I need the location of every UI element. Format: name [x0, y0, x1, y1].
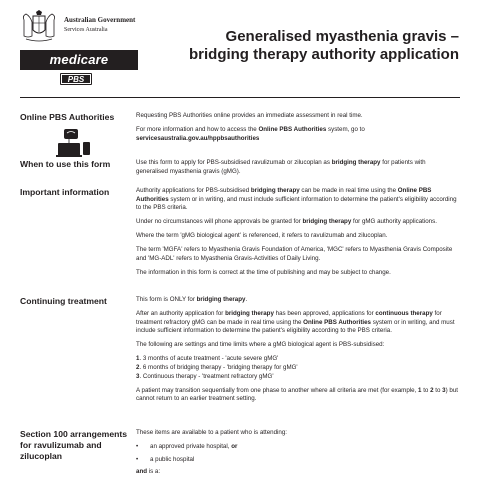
bullet: •	[136, 455, 139, 463]
paragraph: The information in this form is correct at the time of publishing and may be subject to change.	[136, 269, 391, 277]
list-item: 2. 6 months of bridging therapy - 'bridging therapy for gMG'	[136, 364, 298, 372]
paragraph: Authority applications for PBS-subsidised bridging therapy can be made in real time using the Online PBS Authorities system or in writing, and must include sufficient information to determine the patient's eligibility according to the PBS criteria.	[136, 187, 457, 212]
devices-icon	[56, 128, 92, 158]
section-heading: When to use this form	[20, 159, 111, 169]
section-body	[136, 296, 458, 409]
paragraph: A patient may transition sequentially from one phase to another where all criteria are met (for example, 1 to 2 to 3) but cannot return to an earlier treatment setting.	[136, 386, 458, 403]
section-heading: Continuing treatment	[20, 296, 107, 306]
section-heading: Online PBS Authorities	[20, 112, 115, 122]
paragraph: This form is ONLY for bridging therapy.	[136, 296, 248, 303]
section-heading: Section 100 arrangements for ravulizumab and zilucoplan	[20, 429, 127, 461]
pbs-logo: PBS	[60, 73, 92, 85]
paragraph: Use this form to apply for PBS-subsidised ravulizumab or zilucoplan as bridging therapy for patients with generalised myasthenia gravis (gMG).	[136, 159, 426, 175]
paragraph: and is a:	[136, 468, 161, 476]
government-name: Australian Government	[64, 16, 136, 24]
section-body	[136, 187, 458, 283]
agency-name: Services Australia	[64, 27, 108, 33]
government-crest-block	[20, 10, 140, 46]
numbered-list	[136, 355, 458, 381]
paragraph: Requesting PBS Authorities online provides an immediate assessment in real time.	[136, 112, 363, 119]
paragraph: For more information and how to access the Online PBS Authorities system, go to servicesaustralia.gov.au/hppbsauthorities	[136, 126, 365, 142]
header-divider	[20, 97, 460, 98]
bullet: •	[136, 443, 139, 451]
section-body	[136, 112, 458, 149]
section-body	[136, 429, 458, 480]
paragraph: These items are available to a patient who is attending:	[136, 429, 287, 436]
page-title	[149, 28, 459, 64]
list-item: • an approved private hospital, or	[136, 443, 238, 451]
title-line-1: Generalised myasthenia gravis –	[225, 28, 459, 45]
paragraph: The following are settings and time limits where a gMG biological agent is PBS-subsidised:	[136, 341, 385, 349]
paragraph: Where the term 'gMG biological agent' is referenced, it refers to ravulizumab and zilucoplan.	[136, 232, 388, 240]
title-line-2: bridging therapy authority application	[188, 46, 459, 63]
section-body	[136, 159, 458, 182]
list-item: • a public hospital	[136, 455, 195, 463]
list-item: 3. Continuous therapy - 'treatment refractory gMG'	[136, 372, 274, 380]
section-heading: Important information	[20, 187, 110, 197]
pbs-authorities-link[interactable]: servicesaustralia.gov.au/hppbsauthorities	[136, 134, 260, 142]
medicare-logo: medicare	[20, 50, 138, 70]
paragraph: The term 'MGFA' refers to Myasthenia Gravis Foundation of America, 'MGC' refers to Myasthenia Gravis Composite and 'MG-ADL' refers to Myasthenia Gravis-Activities of Daily Living.	[136, 246, 453, 263]
commonwealth-crest-icon	[20, 10, 58, 44]
paragraph: After an authority application for bridging therapy has been approved, applications for continuous therapy for treatment refractory gMG can be made in real time using the Online PBS Authorities system or in writing, and must include sufficient information to determine the patient's eligibility according to the PBS criteria.	[136, 310, 455, 335]
paragraph: Under no circumstances will phone approvals be granted for bridging therapy for gMG authority applications.	[136, 218, 437, 226]
list-item: 1. 3 months of acute treatment - 'acute severe gMG'	[136, 355, 279, 363]
